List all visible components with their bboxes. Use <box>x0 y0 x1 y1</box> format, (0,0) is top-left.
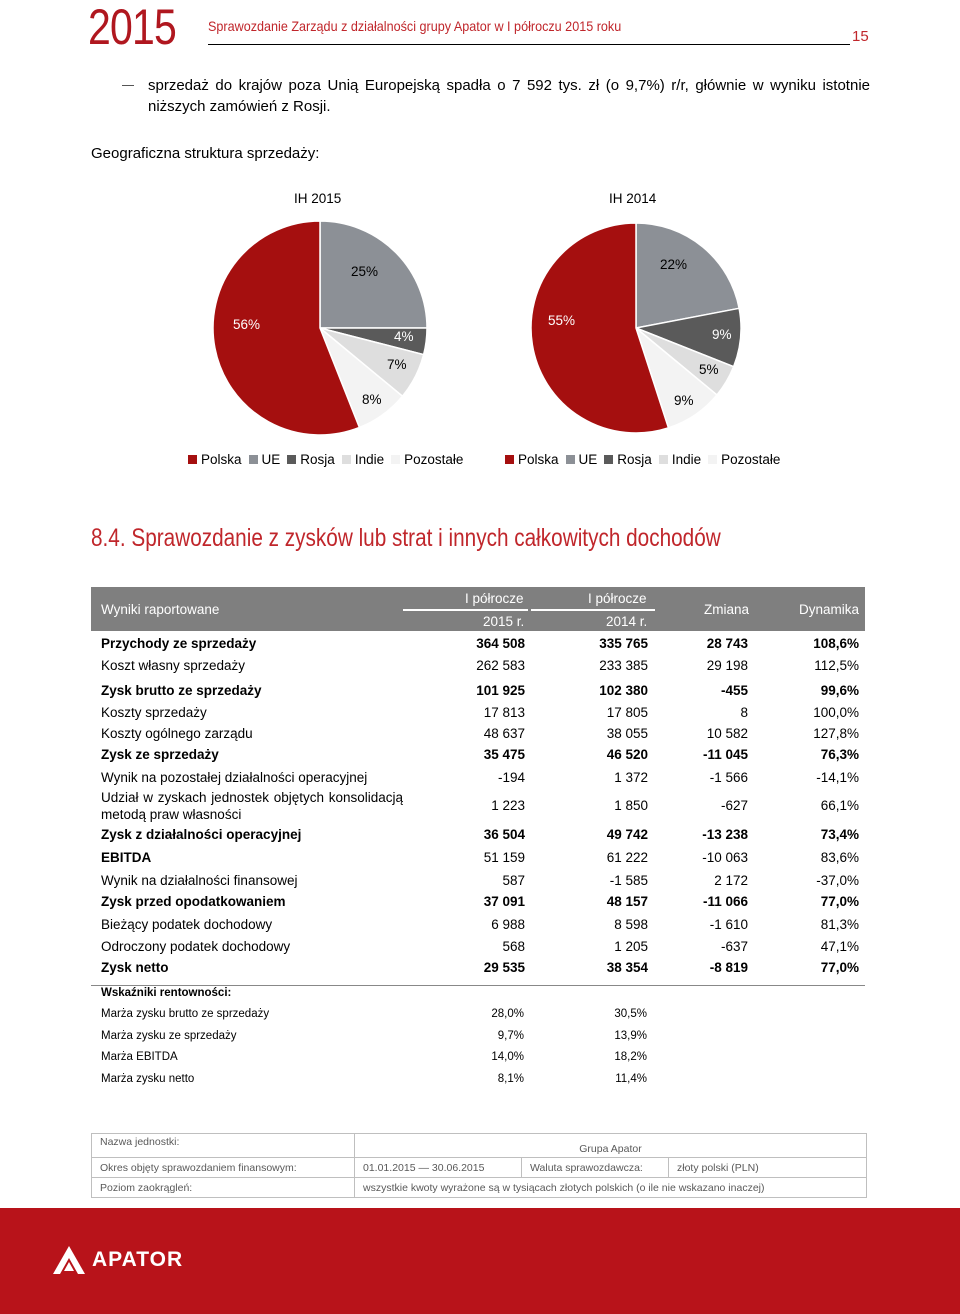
cell-2014: 49 742 <box>606 827 648 842</box>
legend-swatch <box>188 455 197 464</box>
table-row <box>101 827 859 847</box>
legend-swatch <box>287 455 296 464</box>
legend-item <box>342 452 384 467</box>
cell-2014: 17 805 <box>606 705 648 720</box>
cell-dynamics: 99,6% <box>820 683 859 698</box>
pie-2014-label-indie: 5% <box>699 362 719 377</box>
row-label: Odroczony podatek dochodowy <box>101 939 291 954</box>
legend-item <box>188 452 242 467</box>
th-dynamics: Dynamika <box>799 602 860 617</box>
legend-label: Indie <box>354 452 385 467</box>
row-label: Bieżący podatek dochodowy <box>101 917 273 932</box>
th-h1-2014-a: I półrocze <box>588 591 647 606</box>
table-row <box>101 747 859 767</box>
legend-item <box>505 452 559 467</box>
pie-2014-label-rosja: 9% <box>712 327 732 342</box>
cell-change: 2 172 <box>714 873 748 888</box>
table-row <box>101 894 859 914</box>
table-row <box>101 789 859 825</box>
ratio-label: Marża zysku ze sprzedaży <box>101 1030 237 1042</box>
report-info-table <box>91 1133 867 1198</box>
row-label: Wynik na działalności finansowej <box>101 873 298 888</box>
cell-dynamics: -37,0% <box>816 873 859 888</box>
cell-2014: -1 585 <box>609 873 648 888</box>
pie-2014 <box>531 223 741 433</box>
th-h1-2015-b: 2015 r. <box>483 614 525 629</box>
th-h1-2014-b: 2014 r. <box>606 614 648 629</box>
cell-2015: 6 988 <box>491 917 525 932</box>
ratio-label: Marża zysku brutto ze sprzedaży <box>101 1008 270 1020</box>
pie-2015-label-polska: 56% <box>233 317 261 332</box>
cell-change: 29 198 <box>706 658 748 673</box>
legend-swatch <box>391 455 400 464</box>
cell-2014: 8 598 <box>614 917 648 932</box>
cell-change: 8 <box>740 705 748 720</box>
ratios-title: Wskaźniki rentowności: <box>101 987 232 999</box>
row-label: Wynik na pozostałej działalności operacyjnej <box>101 770 368 785</box>
section-heading: 8.4. Sprawozdanie z zysków lub strat i innych całkowitych dochodów <box>91 524 721 552</box>
cell-dynamics: 73,4% <box>820 827 859 842</box>
pie-2014-label-ue: 22% <box>660 257 688 272</box>
row-label: Koszty ogólnego zarządu <box>101 726 253 741</box>
cell-change: -1 566 <box>709 770 748 785</box>
cell-2015: 48 637 <box>483 726 525 741</box>
cell-dynamics: 76,3% <box>820 747 859 762</box>
row-label: Koszty sprzedaży <box>101 705 207 720</box>
cell-change: -627 <box>720 798 748 813</box>
rounding-label: Poziom zaokrągleń: <box>92 1178 355 1198</box>
legend-swatch <box>342 455 351 464</box>
cell-2015: 29 535 <box>483 960 525 975</box>
cell-change: -10 063 <box>702 850 748 865</box>
cell-2014: 233 385 <box>599 658 648 673</box>
th-separator <box>531 609 655 611</box>
period-value: 01.01.2015 — 30.06.2015 <box>355 1158 522 1178</box>
unit-label: Nazwa jednostki: <box>92 1134 355 1158</box>
ratio-2015: 28,0% <box>491 1008 524 1020</box>
bullet-text: sprzedaż do krajów poza Unią Europejską spadła o 7 592 tys. zł (o 9,7%) r/r, głównie w wyniku istotnie niższych zamówień z Rosji. <box>148 77 870 115</box>
table-row <box>101 939 859 959</box>
apator-logo-text: APATOR <box>92 1248 184 1271</box>
cell-change: -8 819 <box>709 960 748 975</box>
header-title: Sprawozdanie Zarządu z działalności grupy Apator w I półroczu 2015 roku <box>208 18 622 34</box>
cell-dynamics: 77,0% <box>820 894 859 909</box>
legend-swatch <box>604 455 613 464</box>
legend-item <box>708 452 780 467</box>
table-row <box>101 726 859 746</box>
table-row <box>101 960 859 980</box>
page-number: 15 <box>852 28 869 45</box>
apator-logo <box>52 1245 183 1275</box>
table-row <box>101 917 859 937</box>
row-label: Zysk brutto ze sprzedaży <box>101 683 262 698</box>
legend-label: Pozostałe <box>404 452 464 467</box>
cell-2015: 262 583 <box>476 658 525 673</box>
ratio-label: Marża EBITDA <box>101 1051 178 1063</box>
cell-dynamics: 112,5% <box>814 658 859 673</box>
cell-2014: 46 520 <box>606 747 648 762</box>
ratio-2014: 18,2% <box>614 1051 647 1063</box>
pie-title-2015: IH 2015 <box>294 191 342 206</box>
legend-swatch <box>505 455 514 464</box>
apator-logo-icon <box>52 1245 86 1275</box>
cell-2014: 1 205 <box>614 939 648 954</box>
cell-2015: 36 504 <box>483 827 525 842</box>
cell-2015: 37 091 <box>483 894 525 909</box>
legend-swatch <box>708 455 717 464</box>
cell-2015: -194 <box>497 770 525 785</box>
cell-change: 28 743 <box>706 636 748 651</box>
cell-2014: 1 372 <box>614 770 648 785</box>
cell-change: -637 <box>720 939 748 954</box>
row-label: Zysk ze sprzedaży <box>101 747 219 762</box>
currency-value: złoty polski (PLN) <box>669 1158 867 1178</box>
row-label: Koszt własny sprzedaży <box>101 658 246 673</box>
table-row <box>101 705 859 725</box>
cell-change: -11 045 <box>702 747 748 762</box>
period-label: Okres objęty sprawozdaniem finansowym: <box>92 1158 355 1178</box>
ratio-2015: 9,7% <box>497 1030 524 1042</box>
row-label: Zysk netto <box>101 960 169 975</box>
cell-2015: 1 223 <box>491 798 525 813</box>
legend-label: Rosja <box>300 452 335 467</box>
pie-2015-label-pozostale: 8% <box>362 392 382 407</box>
cell-2014: 61 222 <box>606 850 648 865</box>
th-reported-results: Wyniki raportowane <box>101 602 220 617</box>
cell-2014: 38 354 <box>606 960 648 975</box>
pie-2015-label-indie: 7% <box>387 357 407 372</box>
cell-2014: 1 850 <box>614 798 648 813</box>
row-label: Zysk przed opodatkowaniem <box>101 894 286 909</box>
legend-2014 <box>505 452 787 467</box>
legend-2015 <box>188 452 470 467</box>
cell-2014: 335 765 <box>599 636 648 651</box>
legend-label: Indie <box>671 452 702 467</box>
cell-dynamics: 83,6% <box>820 850 859 865</box>
row-label-cont: metodą praw własności <box>101 807 242 822</box>
ratio-2014: 13,9% <box>614 1030 647 1042</box>
legend-label: UE <box>578 452 598 467</box>
pie-title-2014: IH 2014 <box>609 191 657 206</box>
legend-item <box>604 452 652 467</box>
table-row <box>101 850 859 870</box>
table-row <box>101 873 859 893</box>
table-row <box>101 770 859 790</box>
legend-swatch <box>249 455 258 464</box>
table-row <box>101 658 859 678</box>
legend-swatch <box>659 455 668 464</box>
cell-dynamics: 66,1% <box>820 798 859 813</box>
legend-label: Rosja <box>617 452 652 467</box>
cell-dynamics: 108,6% <box>813 636 859 651</box>
pie-2015-label-rosja: 4% <box>394 329 414 344</box>
legend-label: Polska <box>518 452 559 467</box>
ratio-2015: 14,0% <box>491 1051 524 1063</box>
cell-change: -455 <box>720 683 748 698</box>
row-label: Udział w zyskach jednostek objętych konsolidacją <box>101 790 403 805</box>
ratio-2014: 11,4% <box>615 1073 647 1085</box>
currency-label: Waluta sprawozdawcza: <box>522 1158 669 1178</box>
pie-2014-label-pozostale: 9% <box>674 393 694 408</box>
legend-item <box>287 452 335 467</box>
cell-change: -1 610 <box>709 917 748 932</box>
legend-label: UE <box>261 452 281 467</box>
row-label: EBITDA <box>101 850 152 865</box>
cell-2015: 364 508 <box>476 636 525 651</box>
cell-dynamics: 47,1% <box>820 939 859 954</box>
th-h1-2015-a: I półrocze <box>465 591 524 606</box>
cell-dynamics: 77,0% <box>820 960 859 975</box>
cell-2014: 48 157 <box>606 894 648 909</box>
th-change: Zmiana <box>704 602 750 617</box>
cell-2015: 587 <box>502 873 525 888</box>
th-separator <box>403 609 528 611</box>
ratio-label: Marża zysku netto <box>101 1073 195 1085</box>
pie-2015-label-ue: 25% <box>351 264 379 279</box>
legend-label: Pozostałe <box>721 452 781 467</box>
legend-item <box>659 452 701 467</box>
legend-swatch <box>566 455 575 464</box>
cell-2014: 102 380 <box>599 683 648 698</box>
cell-dynamics: -14,1% <box>816 770 859 785</box>
row-label: Przychody ze sprzedaży <box>101 636 257 651</box>
legend-label: Polska <box>201 452 242 467</box>
cell-2015: 101 925 <box>476 683 525 698</box>
table-row <box>101 636 859 656</box>
ratio-2014: 30,5% <box>614 1008 647 1020</box>
cell-dynamics: 81,3% <box>820 917 859 932</box>
legend-item <box>249 452 281 467</box>
cell-change: 10 582 <box>706 726 748 741</box>
row-label: Zysk z działalności operacyjnej <box>101 827 302 842</box>
cell-2015: 35 475 <box>483 747 525 762</box>
cell-dynamics: 100,0% <box>813 705 859 720</box>
pie-2014-label-polska: 55% <box>548 313 576 328</box>
legend-item <box>391 452 463 467</box>
table-bottom-rule <box>91 985 865 986</box>
table-row <box>101 683 859 703</box>
header-year: 2015 <box>88 0 176 55</box>
legend-item <box>566 452 598 467</box>
cell-2014: 38 055 <box>606 726 648 741</box>
rounding-value: wszystkie kwoty wyrażone są w tysiącach złotych polskich (o ile nie wskazano inaczej) <box>355 1178 867 1198</box>
cell-2015: 17 813 <box>483 705 525 720</box>
cell-dynamics: 127,8% <box>813 726 859 741</box>
cell-change: -13 238 <box>702 827 748 842</box>
ratio-2015: 8,1% <box>497 1073 524 1085</box>
pie-charts <box>0 0 960 500</box>
cell-2015: 51 159 <box>483 850 525 865</box>
cell-change: -11 066 <box>702 894 748 909</box>
geo-structure-label: Geograficzna struktura sprzedaży: <box>91 145 320 162</box>
unit-value: Grupa Apator <box>355 1134 867 1158</box>
cell-2015: 568 <box>502 939 525 954</box>
